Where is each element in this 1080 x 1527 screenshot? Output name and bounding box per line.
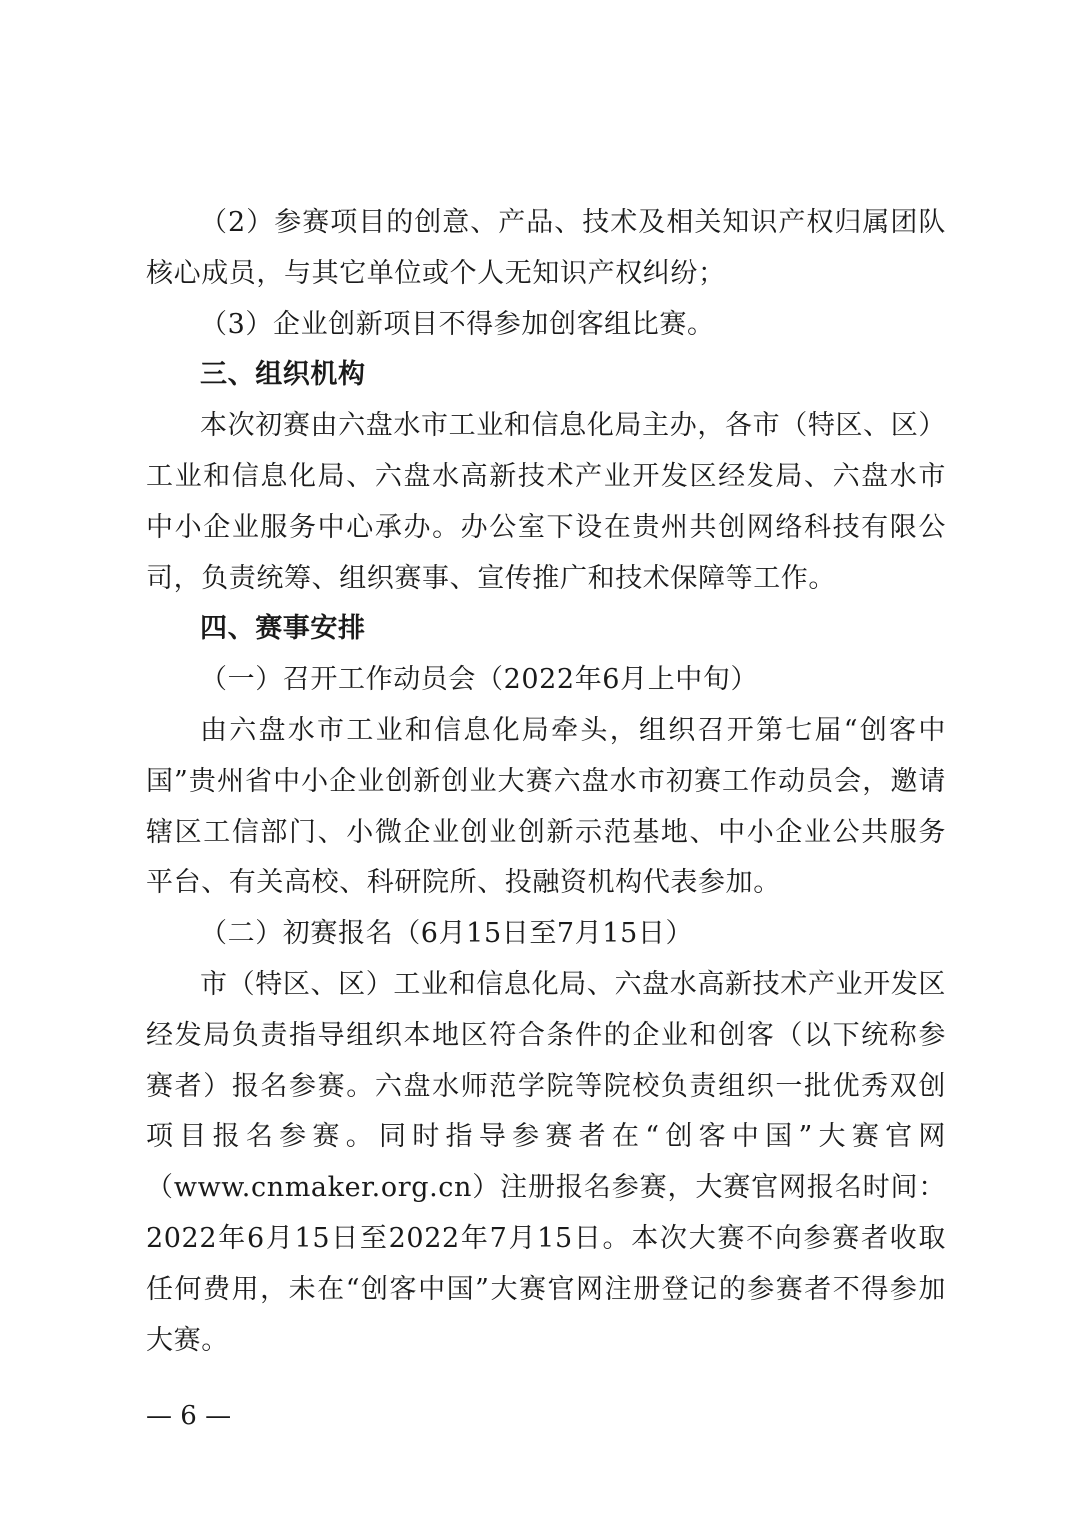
paragraph-kickoff-meeting: 由六盘水市工业和信息化局牵头，组织召开第七届“创客中国”贵州省中小企业创新创业大赛六盘水市初赛工作动员会，邀请辖区工信部门、小微企业创业创新示范基地、中小企业公共服务平台、有关高校、科研院所、投融资机构代表参加。	[146, 714, 946, 899]
paragraph-ip-ownership: （2）参赛项目的创意、产品、技术及相关知识产权归属团队核心成员，与其它单位或个人无知识产权纠纷；	[146, 207, 946, 289]
paragraph-registration: 市（特区、区）工业和信息化局、六盘水高新技术产业开发区经发局负责指导组织本地区符合条件的企业和创客（以下统称参赛者）报名参赛。六盘水师范学院等院校负责组织一批优秀双创项目报名参赛。同时指导参赛者在“创客中国”大赛官网（www.cnmaker.org.cn）注册报名参赛，大赛官网报名时间：2022年6月15日至2022年7月15日。本次大赛不向参赛者收取任何费用，未在“创客中国”大赛官网注册登记的参赛者不得参加大赛。	[146, 968, 946, 1356]
page-number: — 6 —	[146, 1401, 232, 1431]
subheading-kickoff-meeting: （一）召开工作动员会（2022年6月上中旬）	[200, 664, 759, 696]
section-heading-schedule: 四、赛事安排	[200, 613, 366, 645]
document-body	[146, 198, 946, 1366]
paragraph-organization: 本次初赛由六盘水市工业和信息化局主办，各市（特区、区）工业和信息化局、六盘水高新技术产业开发区经发局、六盘水市中小企业服务中心承办。办公室下设在贵州共创网络科技有限公司，负责统筹、组织赛事、宣传推广和技术保障等工作。	[146, 410, 946, 594]
section-heading-organization: 三、组织机构	[200, 359, 366, 391]
paragraph-enterprise-restriction: （3）企业创新项目不得参加创客组比赛。	[200, 308, 715, 340]
subheading-registration: （二）初赛报名（6月15日至7月15日）	[200, 918, 694, 950]
